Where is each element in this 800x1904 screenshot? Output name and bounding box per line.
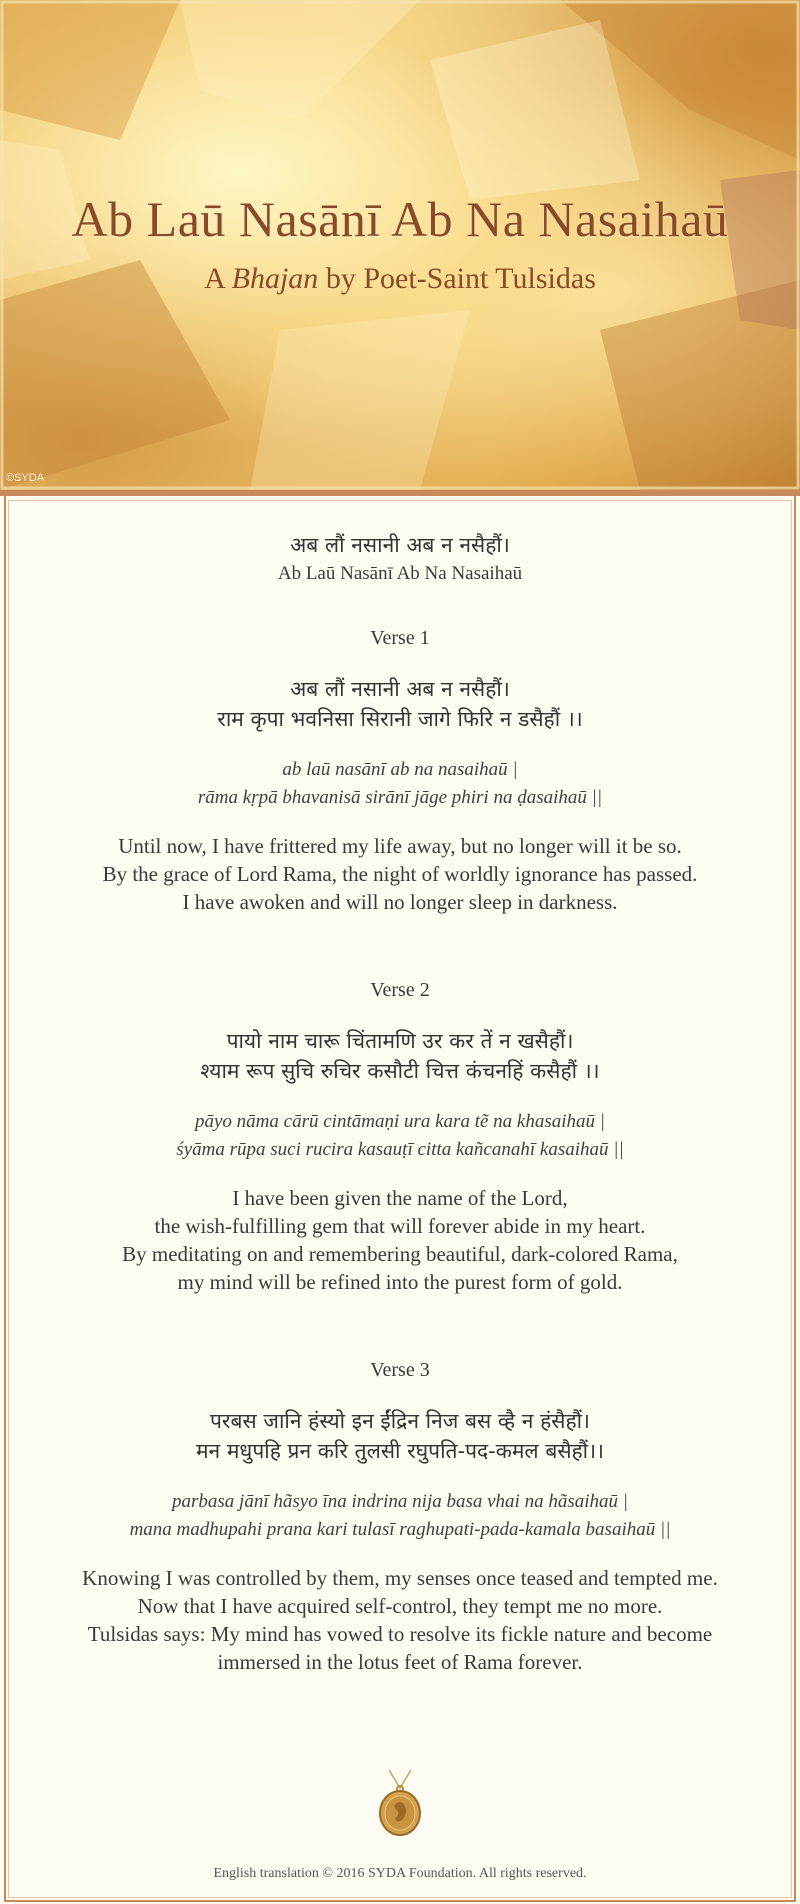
intro-transliteration: Ab Laū Nasānī Ab Na Nasaihaū (277, 563, 523, 584)
translation-line: Knowing I was controlled by them, my senses once teased and tempted me. (82, 1566, 718, 1590)
translation-line: I have awoken and will no longer sleep in darkness. (182, 890, 618, 914)
translation-line: the wish-fulfilling gem that will forever abide in my heart. (154, 1214, 646, 1238)
subtitle-suffix: by Poet-Saint Tulsidas (318, 262, 596, 295)
transliteration-line: mana madhupahi prana kari tulasī raghupati-pada-kamala basaihaū || (129, 1519, 671, 1540)
translation-line: my mind will be refined into the purest form of gold. (177, 1270, 623, 1294)
translation-line: Until now, I have frittered my life away, but no longer will it be so. (118, 834, 682, 858)
devanagari-line: अब लौं नसानी अब न नसैहौं। (290, 677, 510, 701)
devanagari-line: पायो नाम चारू चिंतामणि उर कर तें न खसैहौं। (226, 1029, 574, 1053)
translation-line: Tulsidas says: My mind has vowed to resolve its fickle nature and become (87, 1622, 713, 1646)
pendant-medallion-icon (375, 1768, 425, 1840)
translation-line: By meditating on and remembering beautiful, dark-colored Rama, (122, 1242, 678, 1266)
subtitle-italic: Bhajan (231, 262, 319, 295)
transliteration-line: śyāma rūpa suci rucira kasauṭī citta kañcanahī kasaihaū || (176, 1139, 624, 1160)
page-subtitle (0, 262, 800, 296)
footer-copyright: English translation © 2016 SYDA Foundation. All rights reserved. (213, 1866, 587, 1881)
devanagari-line: परबस जानि हंस्यो इन ईंद्रिन निज बस व्है न हंसैहौं। (210, 1409, 590, 1433)
translation-line: I have been given the name of the Lord, (232, 1186, 568, 1210)
translation-line: By the grace of Lord Rama, the night of worldly ignorance has passed. (102, 862, 698, 886)
translation-line: Now that I have acquired self-control, they tempt me no more. (137, 1594, 663, 1618)
verse-label: Verse 1 (370, 627, 430, 649)
verse-1 (0, 624, 800, 916)
transliteration-line: ab laū nasānī ab na nasaihaū | (282, 759, 518, 780)
verse-label: Verse 3 (370, 1359, 430, 1381)
devanagari-line: राम कृपा भवनिसा सिरानी जागे फिरि न डसैहौं ।। (217, 707, 583, 731)
devanagari-line: मन मधुपहि प्रन करि तुलसी रघुपति-पद-कमल बसैहौं।। (195, 1439, 605, 1463)
transliteration-line: parbasa jānī hãsyo īna indrina nija basa vhai na hãsaihaū | (172, 1491, 628, 1512)
page-title: Ab Laū Nasānī Ab Na Nasaihaū (71, 191, 729, 247)
intro-devanagari: अब लौं नसानी अब न नसैहौं। (290, 533, 510, 557)
verse-2 (0, 976, 800, 1296)
intro-block (0, 530, 800, 588)
devanagari-line: श्याम रूप सुचि रुचिर कसौटी चित्त कंचनहिं कसैहौं ।। (200, 1059, 600, 1083)
subtitle-prefix: A (204, 262, 232, 295)
transliteration-line: rāma kṛpā bhavanisā sirānī jāge phiri na ḍasaihaū || (197, 787, 603, 808)
bhajan-content (0, 530, 800, 1676)
verse-label: Verse 2 (370, 979, 430, 1001)
translation-line: immersed in the lotus feet of Rama forever. (217, 1650, 583, 1674)
image-copyright-mark: ©SYDA (6, 472, 45, 484)
header-banner (0, 0, 800, 490)
transliteration-line: pāyo nāma cārū cintāmaṇi ura kara tẽ na khasaihaū | (195, 1111, 605, 1132)
verse-3 (0, 1356, 800, 1676)
